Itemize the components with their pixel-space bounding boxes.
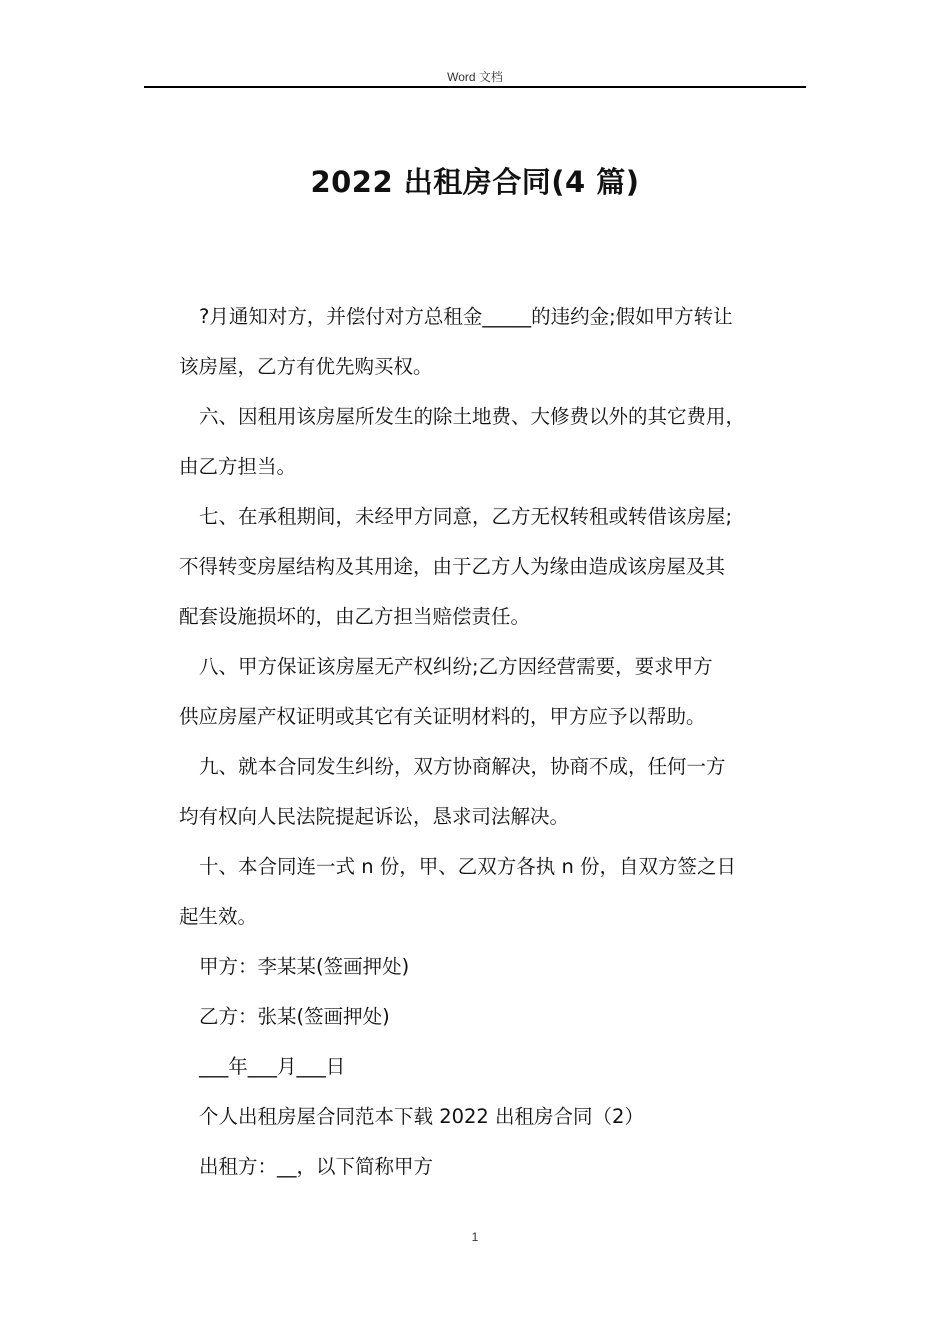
body-line: 由乙方担当。 bbox=[179, 455, 297, 478]
page-number: 1 bbox=[471, 1230, 479, 1244]
body-line: 九、就本合同发生纠纷，双方协商解决，协商不成，任何一方 bbox=[199, 755, 726, 778]
document-title: 2022 出租房合同(4 篇) bbox=[310, 165, 640, 199]
section-heading: 个人出租房屋合同范本下载 2022 出租房合同（2） bbox=[199, 1105, 644, 1128]
body-line: 出租方：__，以下简称甲方 bbox=[199, 1155, 434, 1178]
body-line: 均有权向人民法院提起诉讼，恳求司法解决。 bbox=[179, 805, 570, 828]
body-line: 七、在承租期间，未经甲方同意，乙方无权转租或转借该房屋; bbox=[199, 505, 733, 528]
signature-party-b: 乙方：张某(签画押处) bbox=[199, 1005, 390, 1028]
body-line: 起生效。 bbox=[179, 905, 258, 928]
body-line: 该房屋，乙方有优先购买权。 bbox=[179, 355, 433, 378]
body-line: 配套设施损坏的，由乙方担当赔偿责任。 bbox=[179, 605, 531, 628]
page-header-label: Word 文档 bbox=[447, 70, 503, 84]
body-line: 十、本合同连一式 n 份，甲、乙双方各执 n 份，自双方签之日 bbox=[199, 855, 737, 878]
signature-date: ___年___月___日 bbox=[199, 1055, 346, 1078]
body-line: 八、甲方保证该房屋无产权纠纷;乙方因经营需要，要求甲方 bbox=[199, 655, 713, 678]
body-line: 六、因租用该房屋所发生的除土地费、大修费以外的其它费用， bbox=[199, 405, 746, 428]
signature-party-a: 甲方：李某某(签画押处) bbox=[199, 955, 410, 978]
body-line: 供应房屋产权证明或其它有关证明材料的，甲方应予以帮助。 bbox=[179, 705, 706, 728]
body-line: 不得转变房屋结构及其用途，由于乙方人为缘由造成该房屋及其 bbox=[179, 555, 726, 578]
header-divider bbox=[144, 86, 806, 88]
body-line: ?月通知对方，并偿付对方总租金_____的违约金;假如甲方转让 bbox=[199, 305, 733, 328]
document-body bbox=[179, 292, 811, 1192]
